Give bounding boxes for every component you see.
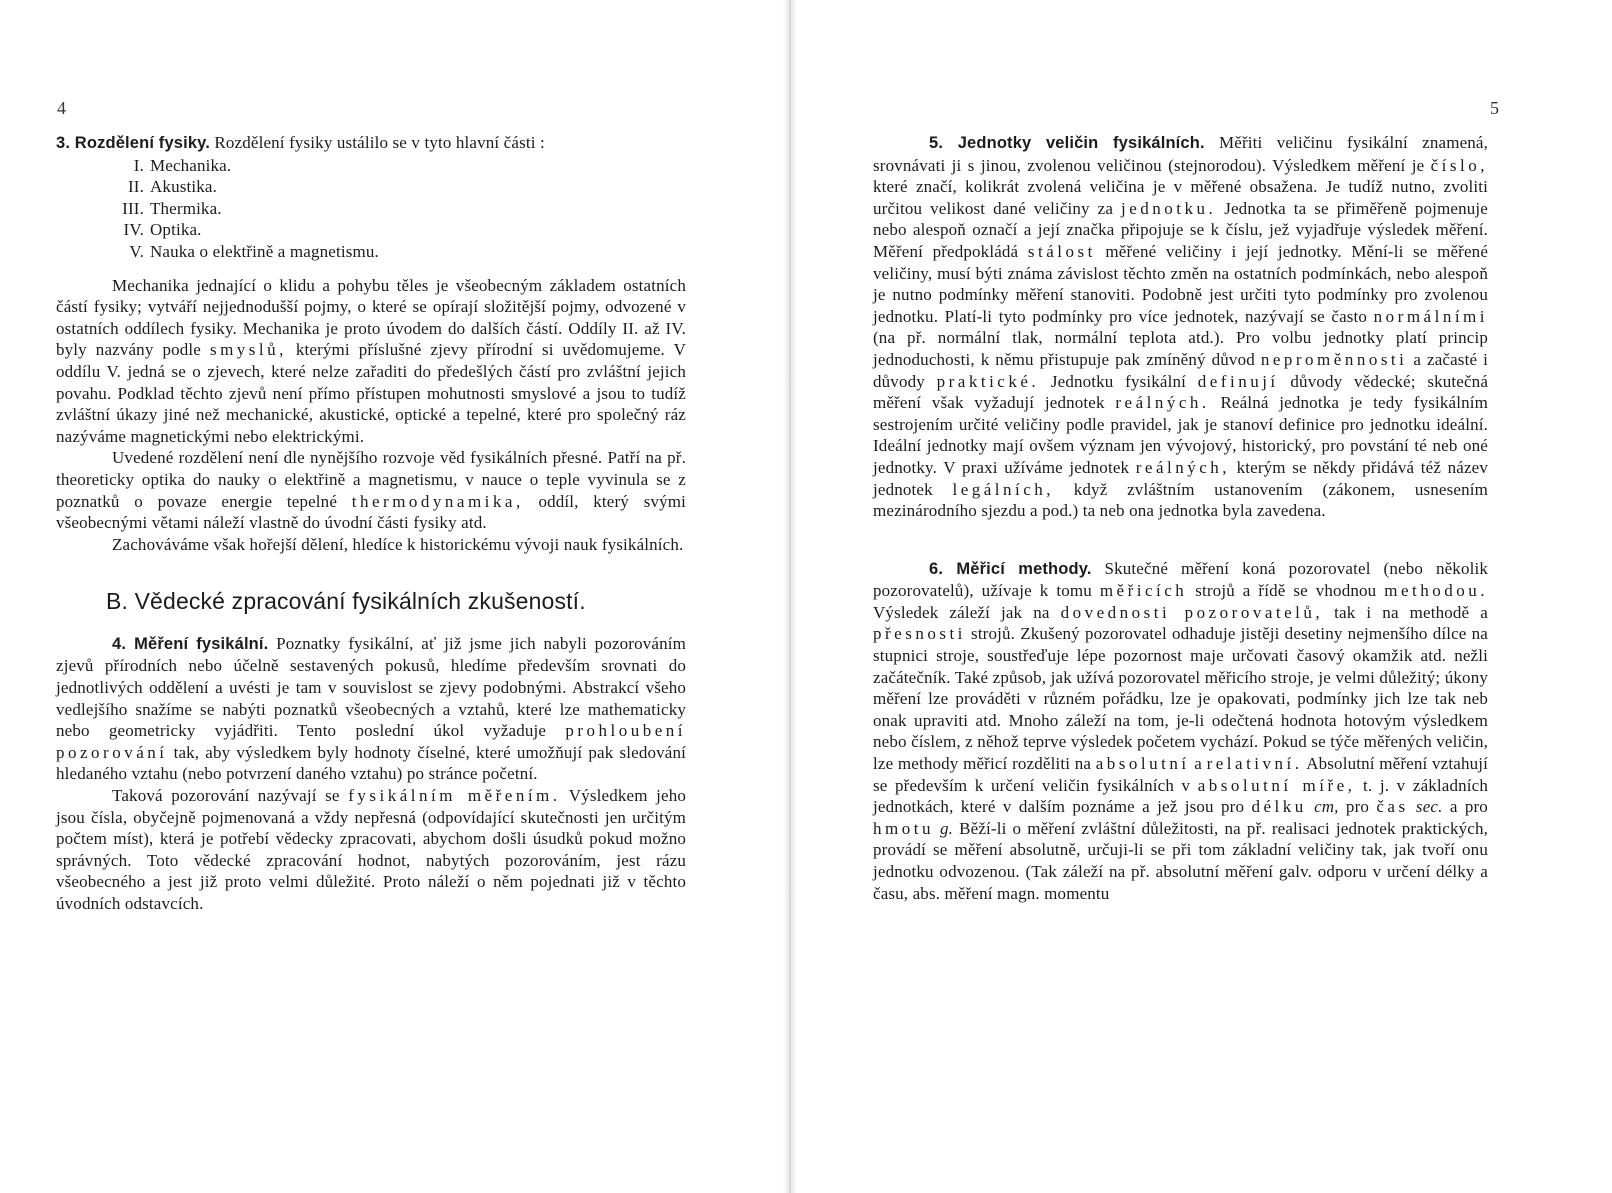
spaced-term: délku [1251,797,1307,817]
spaced-term: fysikálním měřením. [348,786,561,806]
section-4-paragraph-1 [56,633,686,785]
spaced-term: absolutní [1095,754,1190,774]
text-run: měřené veličiny i její jednotky. Mění-li se měřené veličiny, musí býti známa závislost těchto změn na ostatních podmínkách, nebo alespoň je nutno podmínky měření stanoviti. Podobně jest určiti tyto podmínky pro zvolenou jednotku. Platí-li tyto podmínky pro více jednotek, nazývají se často [873,241,1489,326]
text-run: tak, aby výsledkem byly hodnoty číselné, které umožňují pak sledování hledaného vztahu (nebo potvrzení daného vztahu) po stránce početní. [56,742,686,784]
text-run: Mechanika jednající o klidu a pohybu těles je všeobecným základem ostatních částí fysiky; vytváří nejjednodušší pojmy, o které se opírají složitější pojmy, odvozené v ostatních oddílech fysiky. Mechanika je proto úvodem do dalších částí. Oddíly II. až IV. byly nazvány podle [56,275,686,360]
list-item-number: I. [133,155,144,175]
list-item [56,241,686,263]
spaced-term: reálných. [1115,393,1210,413]
section-4-heading: 4. Měření fysikální. [112,634,269,653]
page-number-right: 5 [1490,98,1499,118]
text-run: když zvláštním ustanovením (zákonem, usnesením mezinárodního sjezdu a pod.) ta neb ona jednotka byla zavedena. [873,479,1488,521]
text-run: kterými příslušné zjevy přírodní si uvědomujeme. V oddílu V. jedná se o zjevech, které nelze zařaditi do předešlých částí pro zvláštní jejich povahu. Podklad těchto zjevů není přímo přístupen mohutnosti smyslové a jsou to tudíž zvláštní úkazy jiné než mechanické, akustické, optické a tepelné, které pro společný ráz nazýváme magnetickými nebo elektrickými. [56,340,687,446]
spaced-term: jednotku. [1121,198,1217,218]
list-item-label: Mechanika. [150,155,232,175]
text-run: Skutečné měření koná pozorovatel (nebo několik pozorovatelů), užívaje k tomu [873,558,1488,601]
section-6-paragraph [873,558,1488,905]
left-page [0,0,783,1193]
text-run: Absolutní měření vztahují se především k určení veličin fysikálních v [873,754,1488,795]
spaced-term: absolutní míře, [1197,775,1356,795]
list-item-number: II. [127,177,144,197]
spaced-term: hmotu [873,818,934,838]
left-text-column [56,132,686,915]
section-5-heading: 5. Jednotky veličin fysikálních. [929,134,1205,152]
section-3-paragraph-1 [56,275,686,448]
spaced-term: relativní. [1206,754,1303,774]
section-3-paragraph-3: Zachováváme však hořejší dělení, hledíce k historickému vývoji nauk fysikálních. [112,534,684,554]
text-run: Reálná jednotka je tedy fysikálním sestrojením určité veličiny podle pravidel, jak je stanoví definice pro jednotku ideální. Ideální jednotky mají ovšem význam jen vývojový, historický, pro povstání té neb oné jednotky. V praxi užíváme jednotek [873,393,1488,477]
spaced-term: legálních, [952,479,1055,499]
section-3-intro [56,132,686,155]
text-run: strojů a řídě se vhodnou [1195,581,1377,601]
text-run: a začasté i důvody [873,349,1488,391]
text-run: Výsledek záleží jak na [873,602,1050,622]
spaced-term: praktické. [936,371,1040,391]
list-item [56,176,686,198]
spaced-term: definují [1197,371,1279,391]
list-item [56,219,686,241]
text-run: oddíl, který svými všeobecnými větami náleží vlastně do úvodní části fysiky atd. [56,491,687,533]
text-run: kterým se někdy přidává též název jednotek [873,457,1488,499]
spaced-term: reálných, [1135,457,1231,477]
text-run: důvody vědecké; skutečná měření však vyžadují jednotek [873,371,1489,413]
text-run: pro [1345,797,1370,817]
text-run: strojů. Zkušený pozorovatel odhaduje jistěji desetiny nejmenšího dílce na stupnici stroje, soustřeďuje lépe pozornost maje určovati časový okamžik atd. nežli začátečník. Také způsob, jak užívá pozorovatel měřicího stroje, je velmi důležitý; úkony měření lze prováděti v různém pořádku, lze je opakovati, podmínky jich lze tak neb onak upraviti atd. Mnoho záleží na tom, je-li odečtená hodnota hotovým výsledkem nebo číslem, z něhož teprve výsledek početem vychází. Pokud se týče měřených veličin, lze methody měřicí rozděliti na [873,624,1488,774]
page-number-left: 4 [57,98,66,118]
section-4-paragraph-2 [56,785,686,915]
list-item-label: Akustika. [150,177,217,197]
spaced-term: měřicích [1099,581,1188,601]
section-3-intro-text: Rozdělení fysiky ustálilo se v tyto hlavní části : [214,133,545,152]
section-3-heading: 3. Rozdělení fysiky. [56,134,210,152]
section-6-heading: 6. Měřicí methody. [929,559,1092,578]
unit-text: sec. [1415,797,1443,817]
text-run: (na př. normální tlak, normální teplota atd.). Pro volbu jednotky platí princip jednoduchosti, k němu přistupuje pak zmíněný důvod [873,328,1488,369]
text-run: které značí, kolikrát zvolená veličina je v měřené obsažena. Je tudíž nutno, zvoliti určitou velikost dané veličiny za [873,177,1488,218]
spaced-term: smyslů, [209,340,287,360]
text-run: Běží-li o měření zvláštní důležitosti, na př. realisaci jednotek praktických, provádí se měření absolutně, určuji-li se při tom základní veličiny tak, jak tvoří onu jednotku odvozenou. (Tak záleží na př. absolutní měření galv. odporu v určení délky a času, abs. měření magn. momentu [873,818,1489,903]
spaced-term: prohloubení pozorování [56,721,686,762]
text-run: Jednotku fysikální [1050,371,1187,391]
section-5-paragraph [873,132,1488,522]
list-item-number: III. [122,198,144,218]
spaced-term: dovednosti pozorovatelů, [1060,602,1324,622]
list-item-number: IV. [123,220,144,240]
right-page [797,0,1612,1193]
book-gutter [783,0,797,1193]
text-run: tak i na methodě a [1334,602,1488,622]
spaced-term: neproměnnosti [1260,349,1408,369]
spaced-term: přesnosti [873,624,966,644]
list-item-number: V. [129,241,144,261]
right-text-column [873,132,1488,904]
physics-parts-list [56,155,686,263]
text-run: Taková pozorování nazývají se [112,786,340,806]
spaced-term: čas [1376,797,1409,817]
spaced-term: thermodynamika, [351,491,524,511]
list-item-label: Thermika. [150,198,222,218]
text-run: Uvedené rozdělení není dle nynějšího rozvoje věd fysikálních přesné. Patří na př. theoreticky optika do nauky o elektřině a magnetismu, v nauce o teple vyvinula se z poznatků o povaze energie tepelné [56,448,686,511]
text-run: Poznatky fysikální, ať již jsme jich nabyli pozorováním zjevů přírodních nebo účelně sestavených pokusů, hledíme především srovnati do jednotlivých oddělení a uvésti je tam v souvislost se zjevy podobnými. Abstrakcí všeho vedlejšího snažíme se nabýti poznatků všeobecných a vztahů, které lze mathematicky nebo geometricky vyjádřiti. Tento poslední úkol vyžaduje [56,633,686,741]
text-run: a [1194,754,1202,774]
list-item [56,198,686,220]
unit-text: g. [940,818,954,838]
text-run: a pro [1449,797,1488,817]
list-item [56,155,686,177]
spaced-term: methodou. [1384,581,1488,601]
spaced-term: normálními [1373,306,1488,326]
text-run: Měřiti veličinu fysikální znamená, srovnávati ji s jinou, zvolenou veličinou (stejnorodou). Výsledkem měření je [873,133,1489,175]
spaced-term: číslo, [1430,155,1488,175]
spaced-term: stálost [1027,241,1096,261]
unit-text: cm, [1314,797,1339,817]
section-3-paragraph-2 [56,447,686,533]
list-item-label: Optika. [150,220,202,240]
list-item-label: Nauka o elektřině a magnetismu. [150,241,379,261]
text-run: Jednotka ta se přiměřeně pojmenuje nebo alespoň označí a její značka připojuje se k číslu, jež vyjadřuje výsledek měření. Měření předpokládá [873,198,1488,261]
text-run: Výsledkem jeho jsou čísla, obyčejně pojmenovaná a vždy nepřesná (odpovídající skutečnosti jen určitým počtem míst), která je potřebí vědecky zpracovati, abychom došli úsudků pokud možno správných. Toto vědecké zpracování hodnot, nabytých pozorováním, jest rázu všeobecného a jest již proto velmi důležité. Proto náleží o něm pojednati již v těchto úvodních odstavcích. [56,786,686,913]
text-run: t. j. v základních jednotkách, které v dalším poznáme a jež jsou pro [873,775,1489,817]
section-b-title: B. Vědecké zpracování fysikálních zkušeností. [106,588,586,615]
